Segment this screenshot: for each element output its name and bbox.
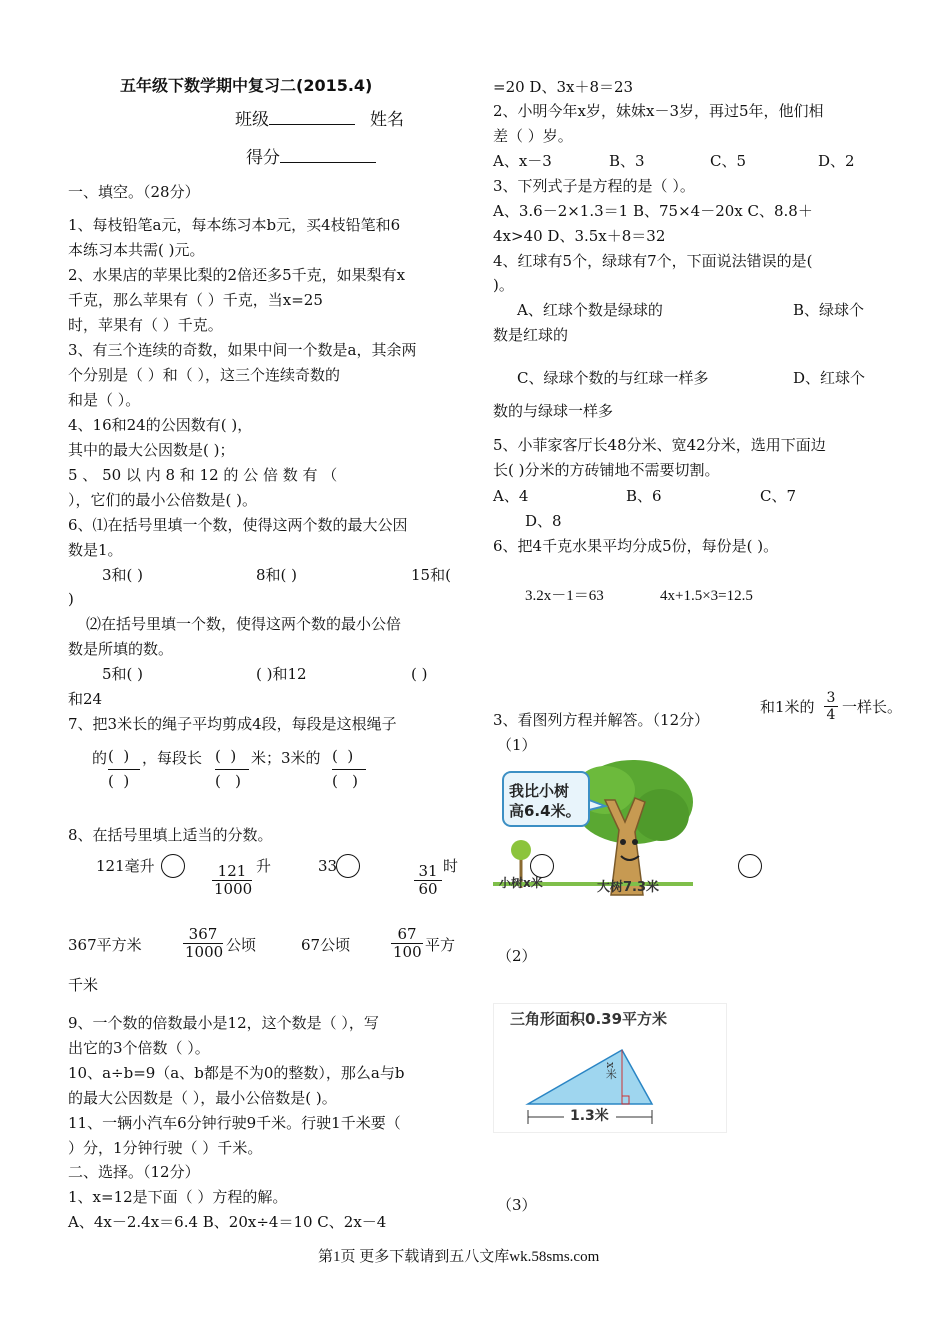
q3-line3: 和是（ ）。 — [68, 391, 141, 409]
page-title: 五年级下数学期中复习二(2015.4) — [120, 76, 373, 95]
q8-d-den: 100 — [393, 943, 422, 962]
q7-text3: 米；3米的 — [251, 749, 321, 767]
section-picture-equation: 3、看图列方程并解答。（12分） — [493, 711, 710, 729]
class-field — [235, 110, 355, 130]
q7-frac3-num: ( ) — [332, 747, 354, 765]
q2-line2: 千克，那么苹果有（ ）千克，当x=25 — [68, 291, 323, 309]
q8-b-unit: 时 — [443, 857, 459, 875]
q6-line5: ⑵在括号里填一个数，使得这两个数的最小公倍 — [86, 615, 402, 633]
q8-c-frac — [183, 926, 223, 962]
c5-optB: B、6 — [626, 487, 662, 505]
q6-item4: 5和( ) — [102, 665, 144, 683]
c4-line1: 4、红球有5个，绿球有7个，下面说法错误的是( — [493, 252, 813, 270]
q7-frac1-den: ( ) — [108, 772, 130, 790]
bubble-line1: 我比小树 — [509, 782, 570, 800]
q8-a-num: 121 — [212, 863, 252, 881]
q4-line2: 其中的最大公因数是( )； — [68, 441, 235, 459]
score-label: 得分 — [246, 148, 280, 168]
c5-optD: D、8 — [525, 512, 562, 530]
q7-line1: 7、把3米长的绳子平均剪成4段，每段是这根绳子 — [68, 715, 397, 733]
page-footer: 第1页 更多下载请到五八文库wk.58sms.com — [318, 1249, 600, 1265]
q7-frac1-line — [108, 769, 140, 770]
q3-line2: 个分别是（ ）和（ ），这三个连续奇数的 — [68, 366, 341, 384]
equation-2: 4x+1.5×3=12.5 — [660, 588, 753, 604]
tree-illustration — [493, 760, 693, 900]
q7-text2: ，每段长 — [142, 749, 203, 767]
q5-line1: 5 、 50 以 内 8 和 12 的 公 倍 数 有 （ — [68, 466, 338, 484]
side-text-b: 一样长。 — [842, 698, 903, 716]
answer-circle[interactable] — [530, 854, 554, 878]
q2-line1: 2、水果店的苹果比梨的2倍还多5千克，如果梨有x — [68, 266, 406, 284]
q8-a-frac — [212, 863, 252, 899]
c1-line2: A、4x－2.4x＝6.4 B、20x÷4＝10 C、2x－4 — [68, 1213, 387, 1231]
c4-optD: D、红球个 — [793, 369, 866, 387]
side-frac — [824, 690, 838, 723]
q6-item3: 15和( — [411, 566, 451, 584]
q1-line1: 1、每枝铅笔a元，每本练习本b元，买4枝铅笔和6 — [68, 216, 401, 234]
c4-optC: C、绿球个数的与红球一样多 — [517, 369, 709, 387]
q6-item6: ( ) — [411, 665, 428, 683]
c3-line3: 4x>40 D、3.5x＋8＝32 — [493, 227, 666, 245]
bubble-line2: 高6.4米。 — [509, 802, 581, 820]
score-field — [246, 148, 376, 168]
c2-optD: D、2 — [818, 152, 855, 170]
q7-frac3-den: ( ) — [332, 772, 359, 790]
q3-line1: 3、有三个连续的奇数，如果中间一个数是a，其余两 — [68, 341, 417, 359]
c2-optA: A、x－3 — [493, 152, 552, 170]
triangle-illustration — [493, 1003, 727, 1133]
triangle-base-label: 1.3米 — [570, 1108, 609, 1124]
q11-line2: ）分，1分钟行驶（ ）千米。 — [68, 1139, 263, 1157]
q8-d-frac — [391, 926, 423, 962]
q9-line2: 出它的3个倍数（ ）。 — [68, 1039, 210, 1057]
q7-frac3-line — [332, 769, 366, 770]
triangle-height-label: x米 — [604, 1062, 618, 1080]
side-frac-num: 3 — [824, 690, 838, 707]
q10-line1: 10、a÷b=9（a、b都是不为0的整数），那么a与b — [68, 1064, 405, 1082]
part-1-label: （1） — [497, 736, 537, 754]
q6-item2: 8和( ) — [256, 566, 298, 584]
q4-line1: 4、16和24的公因数有( )， — [68, 416, 253, 434]
q6-item1: 3和( ) — [102, 566, 144, 584]
c1-line1: 1、x=12是下面（ ）方程的解。 — [68, 1188, 288, 1206]
c2-line1: 2、小明今年x岁，妹妹x－3岁，再过5年，他们相 — [493, 102, 824, 120]
c5-line1: 5、小菲家客厅长48分米、宽42分米，选用下面边 — [493, 436, 826, 454]
c4-line6: 数的与绿球一样多 — [493, 402, 614, 420]
q8-b-num: 31 — [414, 863, 442, 881]
q8-c-unit: 公顷 — [226, 936, 257, 954]
q8-a-den: 1000 — [214, 880, 253, 899]
q2-line3: 时，苹果有（ ）千克。 — [68, 316, 223, 334]
big-tree-label: 大树7.3米 — [597, 880, 660, 895]
q7-frac2-line — [215, 769, 249, 770]
q8-e-text: 千米 — [68, 976, 99, 994]
c4-optA: A、红球个数是绿球的 — [517, 301, 663, 319]
compare-circle[interactable] — [336, 854, 360, 878]
triangle-title: 三角形面积0.39平方米 — [510, 1010, 668, 1028]
name-label: 姓名 — [370, 110, 404, 130]
small-tree-label: 小树x米 — [499, 876, 543, 890]
q8-c-den: 1000 — [185, 943, 224, 962]
part-2-label: （2） — [497, 947, 537, 965]
q8-d-unit: 平方 — [425, 936, 456, 954]
side-text-a: 和1米的 — [760, 698, 815, 716]
answer-circle[interactable] — [738, 854, 762, 878]
q8-title: 8、在括号里填上适当的分数。 — [68, 826, 273, 844]
q7-text1: 的 — [92, 749, 108, 767]
c3-line2: A、3.6－2×1.3＝1 B、75×4－20x C、8.8＋ — [493, 202, 813, 220]
part-3-label: （3） — [497, 1196, 537, 1214]
q8-a-unit: 升 — [256, 857, 272, 875]
q6-line2: 数是1。 — [68, 541, 123, 559]
c4-line2: )。 — [493, 276, 514, 294]
class-label: 班级 — [235, 110, 269, 130]
c4-optB: B、绿球个 — [793, 301, 865, 319]
q8-c-num: 367 — [183, 926, 223, 944]
q8-b-text: 33 — [318, 857, 338, 875]
c4-line4: 数是红球的 — [493, 326, 569, 344]
side-frac-den: 4 — [826, 707, 836, 724]
q7-frac1-num: ( ) — [108, 747, 130, 765]
section-fill-blank: 一、填空。（28分） — [68, 183, 200, 201]
q7-frac2-num: ( ) — [215, 747, 237, 765]
q11-line1: 11、一辆小汽车6分钟行驶9千米。行驶1千米要（ — [68, 1114, 401, 1132]
equation-1: 3.2x－1＝63 — [525, 588, 604, 604]
q10-line2: 的最大公因数是（ ），最小公倍数是( )。 — [68, 1089, 337, 1107]
q8-b-frac — [414, 863, 442, 899]
c2-optB: B、3 — [609, 152, 645, 170]
c2-optC: C、5 — [710, 152, 747, 170]
q1-line2: 本练习本共需( )元。 — [68, 241, 205, 259]
c5-optA: A、4 — [493, 487, 529, 505]
q8-d-text: 67公顷 — [301, 936, 351, 954]
q5-line2: ），它们的最小公倍数是( )。 — [68, 491, 257, 509]
c2-line2: 差（ ）岁。 — [493, 127, 573, 145]
q6-line4: ) — [68, 590, 74, 608]
c3-line1: 3、下列式子是方程的是（ ）。 — [493, 177, 695, 195]
c5-optC: C、7 — [760, 487, 797, 505]
q6-line8: 和24 — [68, 690, 103, 708]
q6-item5: ( )和12 — [256, 665, 307, 683]
c6-line1: 6、把4千克水果平均分成5份，每份是( )。 — [493, 537, 779, 555]
c5-line2: 长( )分米的方砖铺地不需要切割。 — [493, 461, 720, 479]
q8-a-text: 121毫升 — [96, 857, 155, 875]
q9-line1: 9、一个数的倍数最小是12，这个数是（ ），写 — [68, 1014, 379, 1032]
q7-frac2-den: ( ) — [215, 772, 242, 790]
q8-c-text: 367平方米 — [68, 936, 142, 954]
c1-line3: =20 D、3x＋8＝23 — [493, 78, 634, 96]
q8-d-num: 67 — [391, 926, 423, 944]
q6-line6: 数是所填的数。 — [68, 640, 174, 658]
q8-b-den: 60 — [418, 880, 438, 899]
section-choice: 二、选择。（12分） — [68, 1163, 200, 1181]
compare-circle[interactable] — [161, 854, 185, 878]
q6-line1: 6、⑴在括号里填一个数，使得这两个数的最大公因 — [68, 516, 408, 534]
